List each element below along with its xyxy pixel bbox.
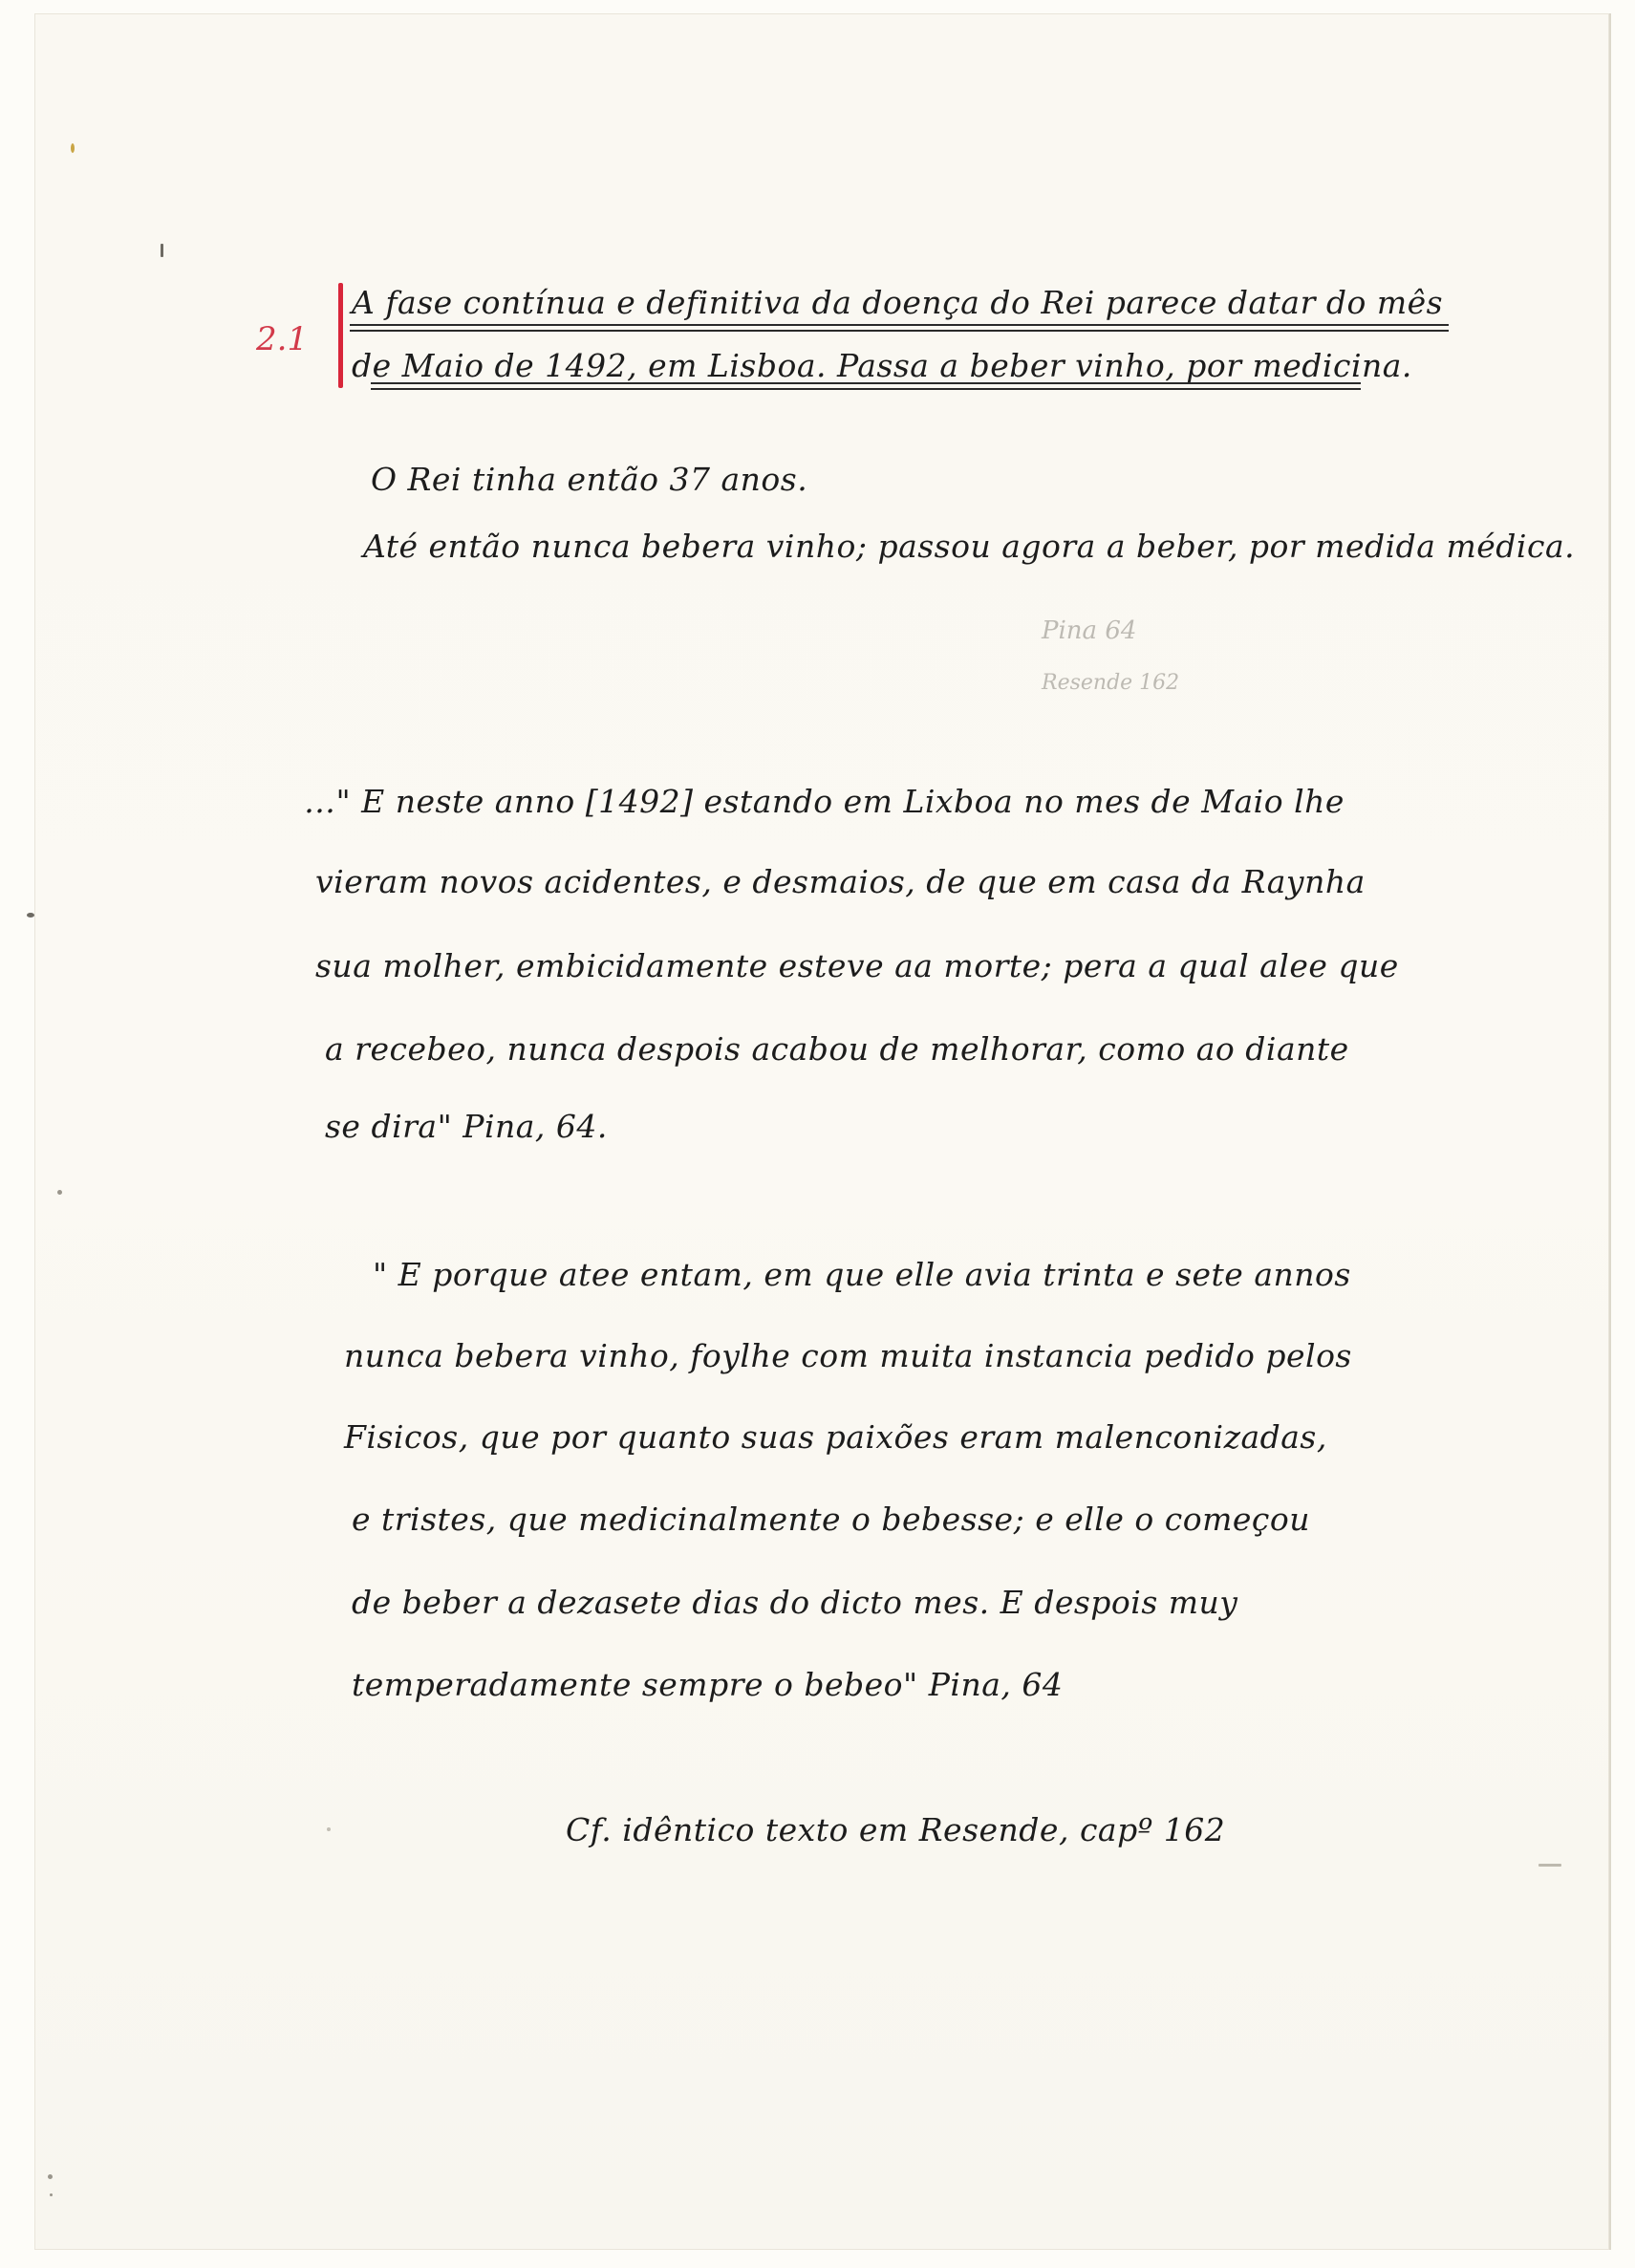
margin-mark <box>27 913 34 918</box>
margin-mark <box>57 1190 62 1195</box>
margin-mark <box>161 244 163 257</box>
quote2-line-4: e tristes, que medicinalmente o bebesse; e elle o começou <box>352 1501 1310 1538</box>
heading-underline-2a <box>371 382 1361 384</box>
heading-underline-1b <box>350 330 1449 332</box>
note-line-2: Até então nunca bebera vinho; passou agora a beber, por medida médica. <box>363 528 1576 565</box>
quote1-line-2: vieram novos acidentes, e desmaios, de que em casa da Raynha <box>315 863 1366 900</box>
quote2-line-2: nunca bebera vinho, foylhe com muita instancia pedido pelos <box>344 1337 1352 1374</box>
quote1-line-5: se dira" Pina, 64. <box>325 1108 608 1145</box>
heading-underline-2b <box>371 388 1361 390</box>
margin-mark <box>327 1827 331 1831</box>
heading-line-1: A fase contínua e definitiva da doença do Rei parece datar do mês <box>352 284 1444 321</box>
quote1-line-4: a recebeo, nunca despois acabou de melhorar, como ao diante <box>325 1030 1349 1068</box>
margin-mark <box>71 143 75 153</box>
margin-mark <box>48 2174 53 2179</box>
note-line-1: O Rei tinha então 37 anos. <box>371 461 808 498</box>
quote1-line-3: sua molher, embicidamente esteve aa morte; pera a qual alee que <box>315 947 1399 984</box>
margin-mark <box>50 2193 53 2196</box>
margin-mark <box>1538 1864 1561 1867</box>
footer-note: Cf. idêntico texto em Resende, capº 162 <box>566 1811 1226 1848</box>
quote2-line-1: " E porque atee entam, em que elle avia trinta e sete annos <box>373 1256 1351 1293</box>
section-marker-bar <box>338 283 343 388</box>
pencil-reference-2: Resende 162 <box>1042 671 1180 695</box>
heading-underline-1a <box>350 324 1449 326</box>
heading-line-2: de Maio de 1492, em Lisboa. Passa a beber vinho, por medicina. <box>352 347 1412 384</box>
quote2-line-3: Fisicos, que por quanto suas paixões eram malenconizadas, <box>344 1418 1327 1456</box>
quote1-line-1: …" E neste anno [1492] estando em Lixboa no mes de Maio lhe <box>304 783 1345 820</box>
quote2-line-6: temperadamente sempre o bebeo" Pina, 64 <box>352 1666 1064 1703</box>
pencil-reference-1: Pina 64 <box>1042 616 1137 645</box>
section-number: 2.1 <box>256 320 309 358</box>
quote2-line-5: de beber a dezasete dias do dicto mes. E despois muy <box>352 1584 1238 1621</box>
